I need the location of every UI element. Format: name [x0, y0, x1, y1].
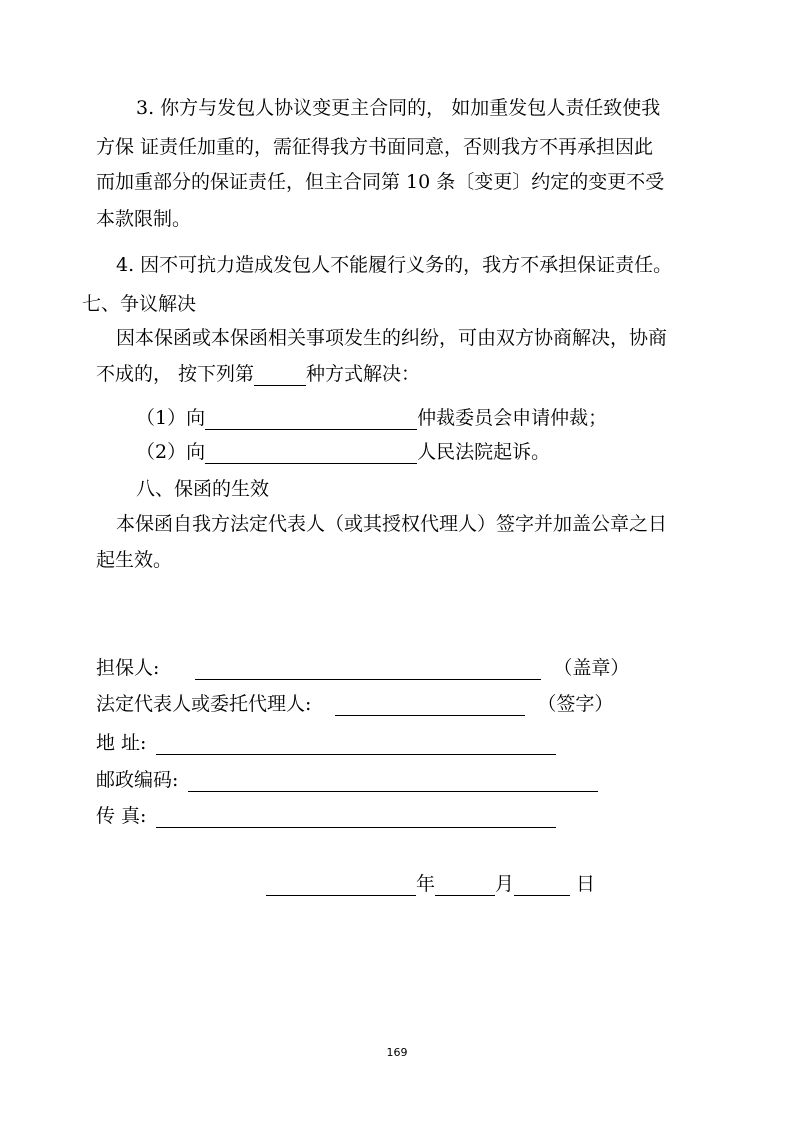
month-label: 月 — [495, 873, 515, 895]
section7-line2-a: 不成的， 按下列第 — [96, 363, 255, 385]
year-blank[interactable] — [266, 875, 416, 896]
clause4-text: 4. 因不可抗力造成发包人不能履行义务的，我方不承担保证责任。 — [116, 254, 673, 276]
guarantor-note: （盖章） — [553, 657, 630, 679]
rep-blank[interactable] — [335, 695, 525, 716]
rep-note: （签字） — [537, 693, 614, 715]
section8-heading: 八、保函的生效 — [136, 478, 270, 500]
clause3-line2: 方保 证责任加重的，需征得我方书面同意，否则我方不再承担因此 — [96, 136, 654, 158]
postal-blank[interactable] — [188, 771, 598, 792]
section7-line1: 因本保函或本保函相关事项发生的纠纷，可由双方协商解决，协商 — [116, 327, 668, 349]
arbitration-committee-blank[interactable] — [205, 409, 417, 430]
address-label: 地 址: — [96, 732, 147, 754]
guarantor-row — [96, 656, 629, 680]
court-blank[interactable] — [205, 443, 417, 464]
rep-label: 法定代表人或委托代理人: — [96, 693, 312, 715]
postal-row — [96, 768, 598, 792]
method-number-blank[interactable] — [254, 365, 306, 386]
section8-line2: 起生效。 — [96, 549, 173, 571]
option1-prefix: （1）向 — [136, 407, 206, 429]
page-number: 169 — [386, 1046, 408, 1059]
fax-label: 传 真: — [96, 805, 147, 827]
section7-option2 — [136, 440, 550, 464]
section7-heading: 七、争议解决 — [82, 293, 197, 315]
fax-blank[interactable] — [156, 807, 556, 828]
option2-suffix: 人民法院起诉。 — [417, 441, 551, 463]
address-row — [96, 731, 556, 755]
date-row — [266, 872, 595, 896]
guarantor-blank[interactable] — [195, 659, 541, 680]
guarantor-label: 担保人: — [96, 657, 160, 679]
month-blank[interactable] — [435, 875, 495, 896]
day-blank[interactable] — [514, 875, 570, 896]
fax-row — [96, 804, 556, 828]
section7-line2 — [96, 362, 420, 386]
section7-line2-b: 种方式解决： — [306, 363, 421, 385]
option2-prefix: （2）向 — [136, 441, 206, 463]
day-label: 日 — [576, 873, 596, 895]
year-label: 年 — [416, 873, 436, 895]
clause3-line3: 而加重部分的保证责任，但主合同第 10 条〔变更〕约定的变更不受 — [96, 171, 665, 193]
clause3-line4: 本款限制。 — [96, 208, 192, 230]
postal-label: 邮政编码: — [96, 769, 179, 791]
clause3-line1: 3. 你方与发包人协议变更主合同的， 如加重发包人责任致使我 — [136, 97, 661, 119]
address-blank[interactable] — [156, 734, 556, 755]
option1-suffix: 仲裁委员会申请仲裁； — [417, 407, 608, 429]
rep-row — [96, 692, 613, 716]
section8-line1: 本保函自我方法定代表人（或其授权代理人）签字并加盖公章之日 — [116, 513, 668, 535]
section7-option1 — [136, 406, 607, 430]
